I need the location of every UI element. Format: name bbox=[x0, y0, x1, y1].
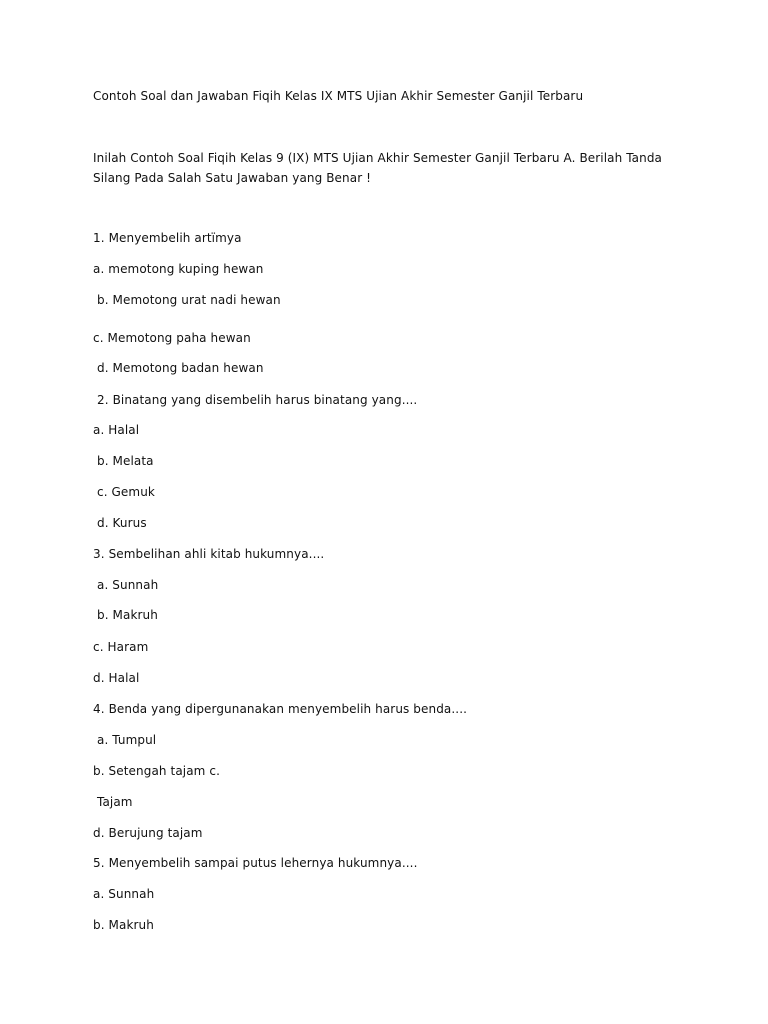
option-3c: c. Haram bbox=[93, 640, 149, 654]
question-3: 3. Sembelihan ahli kitab hukumnya.... bbox=[93, 547, 325, 561]
option-1d: d. Memotong badan hewan bbox=[97, 361, 264, 375]
option-2b: b. Melata bbox=[97, 454, 154, 468]
option-2a: a. Halal bbox=[93, 423, 140, 437]
document-title: Contoh Soal dan Jawaban Fiqih Kelas IX MTS Ujian Akhir Semester Ganjil Terbaru bbox=[93, 89, 584, 103]
option-1a: a. memotong kuping hewan bbox=[93, 262, 264, 276]
question-2: 2. Binatang yang disembelih harus binatang yang.... bbox=[97, 393, 418, 407]
option-1c: c. Memotong paha hewan bbox=[93, 331, 251, 345]
option-3a: a. Sunnah bbox=[97, 578, 159, 592]
question-4: 4. Benda yang dipergunanakan menyembelih harus benda.... bbox=[93, 702, 468, 716]
option-2d: d. Kurus bbox=[97, 516, 147, 530]
question-5: 5. Menyembelih sampai putus lehernya hukumnya.... bbox=[93, 856, 418, 870]
option-4c: Tajam bbox=[97, 795, 133, 809]
option-5b: b. Makruh bbox=[93, 918, 154, 932]
option-4b: b. Setengah tajam c. bbox=[93, 764, 220, 778]
option-4d: d. Berujung tajam bbox=[93, 826, 203, 840]
document-intro: Inilah Contoh Soal Fiqih Kelas 9 (IX) MTS Ujian Akhir Semester Ganjil Terbaru A. Berilah Tanda Silang Pada Salah Satu Jawaban yang Benar ! bbox=[93, 151, 663, 185]
option-2c: c. Gemuk bbox=[97, 485, 155, 499]
question-1: 1. Menyembelih artïmya bbox=[93, 231, 242, 245]
option-5a: a. Sunnah bbox=[93, 887, 155, 901]
option-3d: d. Halal bbox=[93, 671, 140, 685]
option-4a: a. Tumpul bbox=[97, 733, 157, 747]
option-3b: b. Makruh bbox=[97, 608, 158, 622]
option-1b: b. Memotong urat nadi hewan bbox=[97, 293, 281, 307]
